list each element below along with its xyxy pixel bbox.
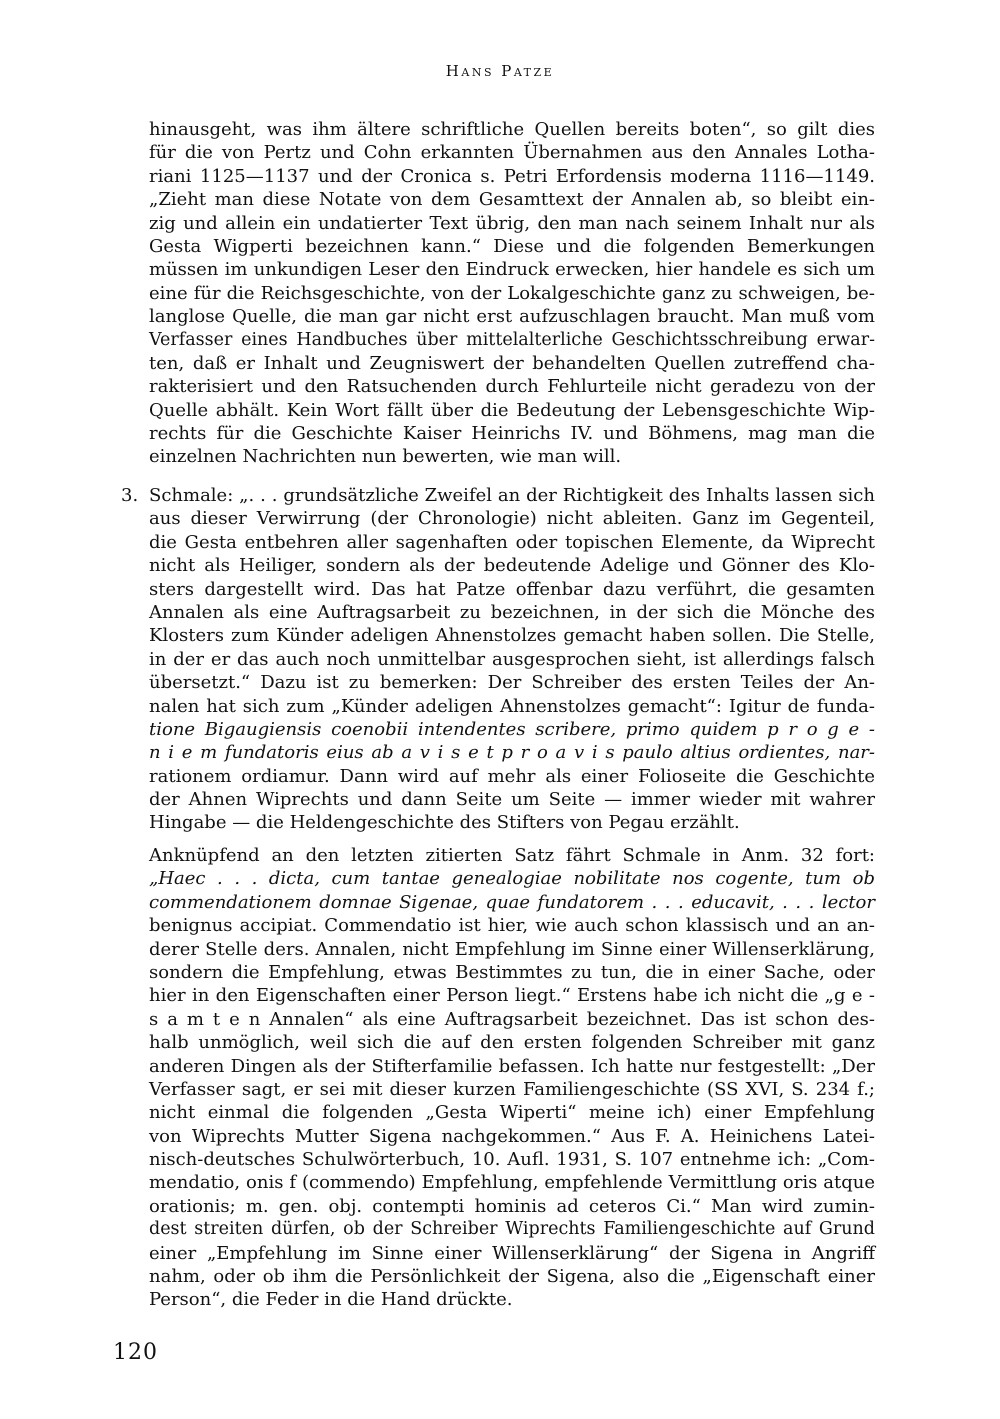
item-number: 3. (121, 485, 139, 506)
text-line: nicht einmal die folgenden „Gesta Wiperti“ meine ich) einer Empfehlung (149, 1102, 875, 1124)
text-line: rakterisiert und den Ratsuchenden durch Fehlurteile nicht geradezu von der (149, 376, 875, 398)
text-line: nicht als Heiliger, sondern als der bedeutende Adelige und Gönner des Klo- (149, 555, 875, 577)
text-line: dest streiten dürfen, ob der Schreiber Wiprechts Familiengeschichte auf Grund (149, 1219, 875, 1240)
numbered-item-paragraph (149, 484, 875, 835)
text-line: Annalen als eine Auftragsarbeit zu bezeichnen, in der sich die Mönche des (149, 601, 875, 623)
text-line: der Ahnen Wiprechts und dann Seite um Seite — immer wieder mit wahrer (149, 789, 875, 811)
text-line-latin: commendationem domnae Sigenae, quae fundatorem . . . educavit, . . . lector (149, 891, 875, 913)
text-line: nalen hat sich zum „Künder adeligen Ahnenstolzes gemacht“: Igitur de funda- (149, 695, 875, 717)
text-line: benignus accipiat. Commendatio ist hier, wie auch schon klassisch und an an- (149, 915, 875, 937)
text-line: in der er das auch noch unmittelbar ausgesprochen sieht, ist allerdings falsch (149, 648, 875, 670)
text-line: müssen im unkundigen Leser den Eindruck erwecken, hier handele es sich um (149, 259, 875, 281)
text-line: rechts für die Geschichte Kaiser Heinrichs IV. und Böhmens, mag man die (149, 423, 875, 445)
text-line: einzelnen Nachrichten nun bewerten, wie man will. (149, 446, 622, 468)
text-line: riani 1125—1137 und der Cronica s. Petri Erfordensis moderna 1116—1149. (149, 165, 875, 187)
paragraph-anknuepfend (149, 844, 875, 1312)
text-line: anderen Dingen als der Stifterfamilie befassen. Ich hatte nur festgestellt: „Der (149, 1055, 875, 1077)
text-line: nahm, oder ob ihm die Persönlichkeit der Sigena, also die „Eigenschaft einer (149, 1266, 875, 1288)
text-line: s a m t e n Annalen“ als eine Auftragsarbeit bezeichnet. Das ist schon des- (149, 1008, 875, 1030)
text-line: derer Stelle ders. Annalen, nicht Empfehlung im Sinne einer Willenserklärung, (149, 938, 875, 960)
text-line: sters dargestellt wird. Das hat Patze offenbar dazu verführt, die gesamten (149, 578, 875, 600)
text-line-latin: tione Bigaugiensis coenobii intendentes scribere, primo quidem p r o g e - (149, 718, 875, 740)
text-line: Verfasser eines Handbuches über mittelalterliche Geschichtsschreibung erwar- (149, 329, 875, 350)
text-line: mendatio, onis f (commendo) Empfehlung, empfehlende Vermittlung oris atque (149, 1172, 875, 1194)
text-line: langlose Quelle, die man gar nicht erst aufzuschlagen braucht. Man muß vom (149, 306, 875, 328)
text-line: übersetzt.“ Dazu ist zu bemerken: Der Schreiber des ersten Teiles der An- (149, 672, 875, 694)
text-line: „Zieht man diese Notate von dem Gesamttext der Annalen ab, so bleibt ein- (149, 189, 875, 211)
text-line: Schmale: „. . . grundsätzliche Zweifel an der Richtigkeit des Inhalts lassen sich (149, 485, 875, 506)
text-line: sondern die Empfehlung, etwas Bestimmtes zu tun, die in einer Sache, oder (149, 961, 875, 983)
text-line: ten, daß er Inhalt und Zeugniswert der behandelten Quellen zutreffend cha- (149, 352, 875, 374)
text-line: Verfasser sagt, er sei mit dieser kurzen Familiengeschichte (SS XVI, S. 234 f.; (149, 1078, 875, 1100)
text-line: rationem ordiamur. Dann wird auf mehr als einer Folioseite die Geschichte (149, 765, 875, 787)
text-line: eine für die Reichsgeschichte, von der Lokalgeschichte ganz zu schweigen, be- (149, 282, 875, 304)
text-line: nisch-deutsches Schulwörterbuch, 10. Aufl. 1931, S. 107 entnehme ich: „Com- (149, 1149, 875, 1171)
text-line: hinausgeht, was ihm ältere schriftliche Quellen bereits boten“, so gilt dies (149, 119, 875, 140)
text-line: Klosters zum Künder adeligen Ahnenstolzes gemacht haben sollen. Die Stelle, (149, 625, 875, 647)
text-line: für die von Pertz und Cohn erkannten Übernahmen aus den Annales Lotha- (149, 142, 875, 164)
text-line: Quelle abhält. Kein Wort fällt über die Bedeutung der Lebensgeschichte Wip- (149, 399, 875, 421)
text-line: die Gesta entbehren aller sagenhaften oder topischen Elemente, da Wiprecht (149, 531, 875, 553)
text-line: einer „Empfehlung im Sinne einer Willenserklärung“ der Sigena in Angriff (149, 1242, 875, 1264)
page-number: 120 (113, 1340, 158, 1365)
text-line: hier in den Eigenschaften einer Person liegt.“ Erstens habe ich nicht die „g e - (149, 985, 875, 1007)
text-line: aus dieser Verwirrung (der Chronologie) nicht ableiten. Ganz im Gegenteil, (149, 508, 875, 530)
text-line: von Wiprechts Mutter Sigena nachgekommen.“ Aus F. A. Heinichens Latei- (149, 1125, 875, 1147)
text-line: Hingabe — die Heldengeschichte des Stifters von Pegau erzählt. (149, 812, 740, 834)
text-line: orationis; m. gen. obj. contempti hominis ad ceteros Ci.“ Man wird zumin- (149, 1195, 875, 1217)
text-line: Gesta Wigperti bezeichnen kann.“ Diese und die folgenden Bemerkungen (149, 235, 875, 257)
paragraph-continuation (149, 118, 875, 469)
text-line-latin: „Haec . . . dicta, cum tantae genealogiae nobilitate nos cogente, tum ob (149, 868, 875, 890)
text-line-latin: n i e m fundatoris eius ab a v i s e t p r o a v i s paulo altius ordientes, nar- (149, 742, 875, 764)
text-line: Person“, die Feder in die Hand drückte. (149, 1289, 513, 1311)
text-line: halb unmöglich, weil sich die auf den ersten folgenden Schreiber mit ganz (149, 1032, 875, 1054)
running-head: Hans Patze (445, 62, 555, 80)
text-line: zig und allein ein undatierter Text übrig, den man nach seinem Inhalt nur als (149, 212, 875, 234)
text-line: Anknüpfend an den letzten zitierten Satz fährt Schmale in Anm. 32 fort: (149, 845, 875, 866)
